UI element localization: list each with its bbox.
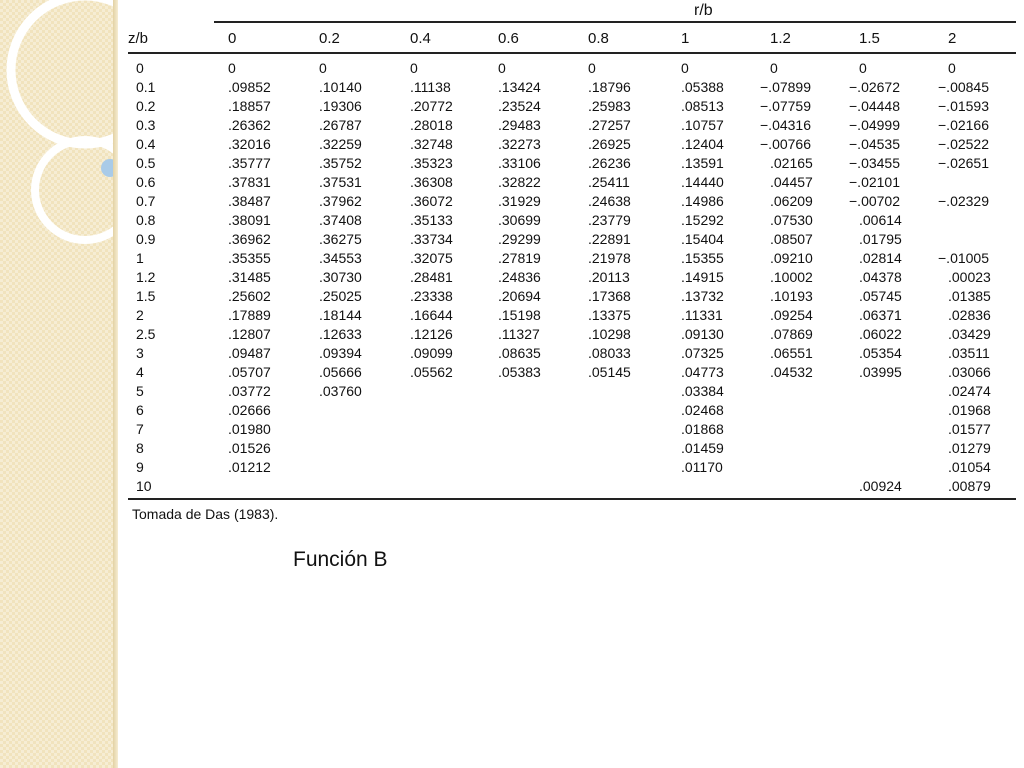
column-group-header: r/b [694, 2, 713, 19]
row-label: 2.5 [136, 326, 156, 342]
table-cell: .01526 [228, 440, 271, 456]
table-cell: .37408 [319, 212, 362, 228]
table-cell: .07325 [681, 345, 724, 361]
table-cell: −.02101 [849, 174, 900, 190]
table-cell: −.03455 [849, 155, 900, 171]
table-cell: .37962 [319, 193, 362, 209]
function-b-table [128, 0, 1016, 500]
table-cell: .26925 [588, 136, 631, 152]
table-cell: .04457 [770, 174, 813, 190]
table-cell: .25025 [319, 288, 362, 304]
table-cell: .32273 [498, 136, 541, 152]
table-cell: .05562 [410, 364, 453, 380]
table-cell: .06022 [859, 326, 902, 342]
table-cell: .32075 [410, 250, 453, 266]
column-header: 0.4 [410, 30, 431, 47]
table-cell: .22891 [588, 231, 631, 247]
table-cell: .36275 [319, 231, 362, 247]
table-cell: .25602 [228, 288, 271, 304]
column-header: 0.2 [319, 30, 340, 47]
row-label: 0.9 [136, 231, 156, 247]
table-cell: .06209 [770, 193, 813, 209]
table-cell: .10298 [588, 326, 631, 342]
table-cell: .18796 [588, 79, 631, 95]
table-cell: .24836 [498, 269, 541, 285]
table-cell: .33734 [410, 231, 453, 247]
table-cell: .07530 [770, 212, 813, 228]
table-cell: .01459 [681, 440, 724, 456]
row-label: 0.4 [136, 136, 156, 152]
table-cell: .09099 [410, 345, 453, 361]
row-header-label: z/b [128, 30, 149, 47]
table-cell: .13375 [588, 307, 631, 323]
table-cell: .03995 [859, 364, 902, 380]
table-cell: −.02329 [938, 193, 989, 209]
deco-ring-large [11, 0, 113, 144]
table-cell: .00614 [859, 212, 902, 228]
row-label: 0 [136, 60, 144, 76]
table-cell: .05383 [498, 364, 541, 380]
table-cell: .12633 [319, 326, 362, 342]
table-cell: .08033 [588, 345, 631, 361]
table-cell: .36072 [410, 193, 453, 209]
table-cell: 0 [681, 60, 689, 76]
table-cell: .03384 [681, 383, 724, 399]
row-label: 2 [136, 307, 144, 323]
column-header: 0.8 [588, 30, 609, 47]
table-cell: .32748 [410, 136, 453, 152]
table-cell: .15198 [498, 307, 541, 323]
table-cell: .03066 [948, 364, 991, 380]
table-cell: .06551 [770, 345, 813, 361]
table-cell: .14440 [681, 174, 724, 190]
source-note: Tomada de Das (1983). [132, 506, 279, 522]
table-cell: −.07899 [760, 79, 811, 95]
column-header: 0.6 [498, 30, 519, 47]
table-cell: .32259 [319, 136, 362, 152]
table-cell: .03772 [228, 383, 271, 399]
table-cell: .12126 [410, 326, 453, 342]
row-label: 5 [136, 383, 144, 399]
table-cell: .04773 [681, 364, 724, 380]
table-cell: .14915 [681, 269, 724, 285]
table-cell: .05388 [681, 79, 724, 95]
table-cell: .31929 [498, 193, 541, 209]
table-cell: .27257 [588, 117, 631, 133]
table-cell: .38091 [228, 212, 271, 228]
table-rule-top [214, 21, 1016, 23]
slide-caption: Función B [293, 548, 388, 571]
deco-dot [101, 159, 113, 177]
table-cell: .38487 [228, 193, 271, 209]
table-cell: .18144 [319, 307, 362, 323]
table-cell: .09254 [770, 307, 813, 323]
table-cell: −.01593 [938, 98, 989, 114]
row-label: 3 [136, 345, 144, 361]
table-cell: .26787 [319, 117, 362, 133]
table-cell: −.02166 [938, 117, 989, 133]
table-cell: .14986 [681, 193, 724, 209]
table-cell: .05354 [859, 345, 902, 361]
table-cell: .26362 [228, 117, 271, 133]
table-cell: 0 [770, 60, 778, 76]
table-cell: −.00766 [760, 136, 811, 152]
table-cell: .08513 [681, 98, 724, 114]
row-label: 6 [136, 402, 144, 418]
table-cell: .30699 [498, 212, 541, 228]
table-cell: .02814 [859, 250, 902, 266]
table-cell: .25983 [588, 98, 631, 114]
table-cell: .31485 [228, 269, 271, 285]
table-cell: 0 [228, 60, 236, 76]
table-cell: .04532 [770, 364, 813, 380]
table-cell: .23524 [498, 98, 541, 114]
row-label: 0.8 [136, 212, 156, 228]
table-cell: 0 [498, 60, 506, 76]
row-label: 1 [136, 250, 144, 266]
row-label: 9 [136, 459, 144, 475]
table-cell: .37831 [228, 174, 271, 190]
table-cell: .35355 [228, 250, 271, 266]
column-header: 1.5 [859, 30, 880, 47]
table-cell: .01795 [859, 231, 902, 247]
table-cell: −.04448 [849, 98, 900, 114]
table-cell: .27819 [498, 250, 541, 266]
table-cell: .35133 [410, 212, 453, 228]
table-cell: −.04316 [760, 117, 811, 133]
table-cell: .10757 [681, 117, 724, 133]
table-cell: .13424 [498, 79, 541, 95]
table-cell: .35323 [410, 155, 453, 171]
table-cell: .01868 [681, 421, 724, 437]
table-cell: .13591 [681, 155, 724, 171]
table-cell: .09130 [681, 326, 724, 342]
table-cell: .00879 [948, 478, 991, 494]
table-cell: .36308 [410, 174, 453, 190]
table-cell: −.01005 [938, 250, 989, 266]
row-label: 0.1 [136, 79, 156, 95]
row-label: 1.5 [136, 288, 156, 304]
table-cell: .05145 [588, 364, 631, 380]
table-cell: .20772 [410, 98, 453, 114]
table-cell: .11138 [410, 79, 451, 95]
table-cell: −.04999 [849, 117, 900, 133]
table-cell: .30730 [319, 269, 362, 285]
table-cell: 0 [319, 60, 327, 76]
table-cell: .24638 [588, 193, 631, 209]
table-cell: .08507 [770, 231, 813, 247]
table-cell: .08635 [498, 345, 541, 361]
decorative-rings [0, 0, 113, 768]
table-cell: −.00845 [938, 79, 989, 95]
table-cell: .05707 [228, 364, 271, 380]
table-cell: .02666 [228, 402, 271, 418]
table-cell: 0 [948, 60, 956, 76]
table-cell: .12404 [681, 136, 724, 152]
table-cell: .25411 [588, 174, 630, 190]
row-label: 8 [136, 440, 144, 456]
table-cell: .00924 [859, 478, 902, 494]
table-cell: −.02522 [938, 136, 989, 152]
table-rule-bottom [128, 498, 1016, 500]
table-cell: .02474 [948, 383, 991, 399]
row-label: 0.3 [136, 117, 156, 133]
table-cell: .32016 [228, 136, 271, 152]
row-label: 1.2 [136, 269, 156, 285]
table-cell: .00023 [948, 269, 991, 285]
table-cell: .01054 [948, 459, 991, 475]
table-cell: .20113 [588, 269, 630, 285]
table-cell: .09210 [770, 250, 813, 266]
table-cell: .01170 [681, 459, 723, 475]
table-cell: .11331 [681, 307, 723, 323]
table-cell: .10193 [770, 288, 813, 304]
table-cell: 0 [410, 60, 418, 76]
table-cell: −.02651 [938, 155, 989, 171]
column-header: 1 [681, 30, 690, 47]
table-cell: −.00702 [849, 193, 900, 209]
table-cell: .29483 [498, 117, 541, 133]
table-cell: .37531 [319, 174, 362, 190]
table-cell: .18857 [228, 98, 271, 114]
table-cell: .28481 [410, 269, 453, 285]
table-cell: .36962 [228, 231, 271, 247]
table-cell: .32822 [498, 174, 541, 190]
table-cell: .15404 [681, 231, 724, 247]
table-cell: .19306 [319, 98, 362, 114]
table-cell: .15292 [681, 212, 724, 228]
row-label: 0.6 [136, 174, 156, 190]
table-cell: .17368 [588, 288, 631, 304]
column-header: 2 [948, 30, 957, 47]
table-cell: .28018 [410, 117, 453, 133]
table-cell: .01385 [948, 288, 991, 304]
table-cell: .05745 [859, 288, 902, 304]
table-cell: .09394 [319, 345, 362, 361]
table-cell: −.07759 [760, 98, 811, 114]
table-cell: .01212 [228, 459, 271, 475]
table-cell: .02836 [948, 307, 991, 323]
column-header: 0 [228, 30, 237, 47]
row-label: 0.2 [136, 98, 156, 114]
table-cell: .03760 [319, 383, 362, 399]
table-cell: .20694 [498, 288, 541, 304]
table-cell: .34553 [319, 250, 362, 266]
table-cell: −.04535 [849, 136, 900, 152]
table-cell: .12807 [228, 326, 271, 342]
column-header: 1.2 [770, 30, 791, 47]
table-cell: .01968 [948, 402, 991, 418]
table-cell: .05666 [319, 364, 362, 380]
table-cell: 0 [588, 60, 596, 76]
table-cell: −.02672 [849, 79, 900, 95]
table-cell: .10002 [770, 269, 813, 285]
table-cell: .06371 [859, 307, 902, 323]
row-label: 0.5 [136, 155, 156, 171]
table-cell: .01577 [948, 421, 991, 437]
table-cell: .29299 [498, 231, 541, 247]
table-cell: .01980 [228, 421, 271, 437]
table-cell: .01279 [948, 440, 991, 456]
table-cell: .02165 [770, 155, 813, 171]
row-label: 4 [136, 364, 144, 380]
sidebar-edge [113, 0, 118, 768]
table-cell: .09487 [228, 345, 271, 361]
table-cell: .13732 [681, 288, 724, 304]
table-cell: .23338 [410, 288, 453, 304]
table-cell: .10140 [319, 79, 362, 95]
table-cell: .23779 [588, 212, 631, 228]
table-cell: .33106 [498, 155, 541, 171]
table-rule-header [128, 52, 1016, 54]
table-cell: 0 [859, 60, 867, 76]
table-cell: .26236 [588, 155, 631, 171]
deco-ring-small [35, 140, 113, 240]
table-cell: .04378 [859, 269, 902, 285]
table-cell: .03429 [948, 326, 991, 342]
table-cell: .11327 [498, 326, 540, 342]
row-label: 0.7 [136, 193, 156, 209]
table-cell: .35777 [228, 155, 271, 171]
table-cell: .02468 [681, 402, 724, 418]
table-cell: .15355 [681, 250, 724, 266]
row-label: 10 [136, 478, 152, 494]
row-label: 7 [136, 421, 144, 437]
table-cell: .17889 [228, 307, 271, 323]
table-cell: .16644 [410, 307, 453, 323]
decorative-sidebar [0, 0, 113, 768]
table-cell: .03511 [948, 345, 990, 361]
table-cell: .07869 [770, 326, 813, 342]
table-cell: .09852 [228, 79, 271, 95]
table-cell: .35752 [319, 155, 362, 171]
table-cell: .21978 [588, 250, 631, 266]
